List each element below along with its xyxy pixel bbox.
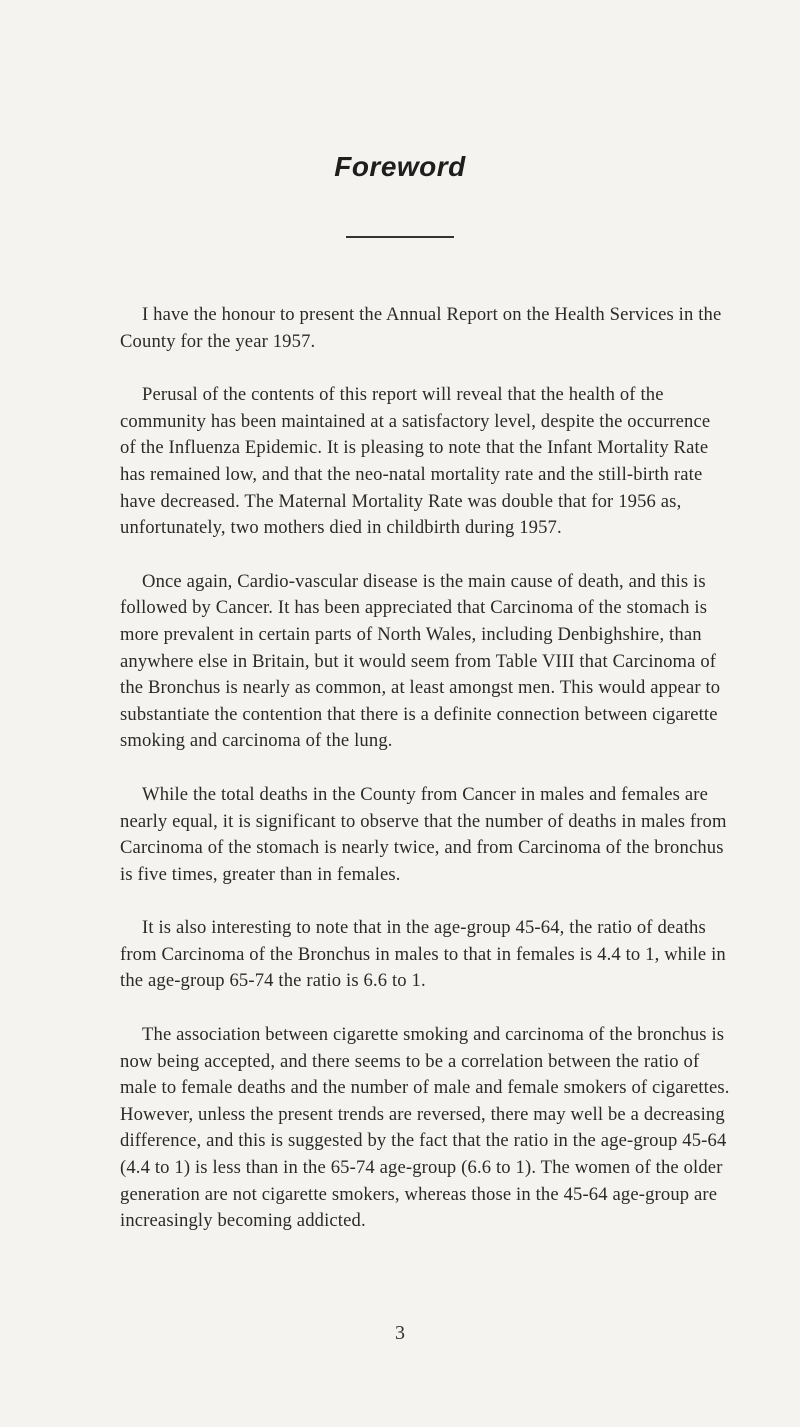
paragraph-1: I have the honour to present the Annual Report on the Health Services in the County for the year 1957.: [120, 304, 722, 352]
paragraph-2: Perusal of the contents of this report will reveal that the health of the community has been maintained at a satisfactory level, despite the occurrence of the Influenza Epidemic. It is pleasing to note that the Infant Mortality Rate has remained low, and that the neo-natal mortality rate and the still-birth rate have decreased. The Maternal Mortality Rate was double that for 1956 as, unfortunately, two mothers died in childbirth during 1957.: [120, 384, 711, 539]
foreword-body: [120, 302, 730, 1262]
title-underline: [346, 236, 454, 238]
page-number: 3: [395, 1322, 405, 1344]
paragraph-4: While the total deaths in the County from Cancer in males and females are nearly equal, it is significant to observe that the number of deaths in males from Carcinoma of the stomach is nearly twice, and from Carcinoma of the bronchus is five times, greater than in females.: [120, 783, 727, 885]
page-title: Foreword: [334, 151, 466, 182]
paragraph-3: Once again, Cardio-vascular disease is the main cause of death, and this is followed by Cancer. It has been appreciated that Carcinoma of the stomach is more prevalent in certain parts of North Wales, including Denbighshire, than anywhere else in Britain, but it would seem from Table VIII that Carcinoma of the Bronchus is nearly as common, at least amongst men. This would appear to substantiate the contention that there is a definite connection between cigarette smoking and carcinoma of the lung.: [120, 570, 721, 752]
paragraph-6: The association between cigarette smoking and carcinoma of the bronchus is now being accepted, and there seems to be a correlation between the ratio of male to female deaths and the number of male and female smokers of cigarettes. However, unless the present trends are reversed, there may well be a decreasing difference, and this is suggested by the fact that the ratio in the age-group 45-64 (4.4 to 1) is less than in the 65-74 age-group (6.6 to 1). The women of the older generation are not cigarette smokers, whereas those in the 45-64 age-group are increasingly becoming addicted.: [120, 1024, 730, 1232]
paragraph-5: It is also interesting to note that in the age-group 45-64, the ratio of deaths from Carcinoma of the Bronchus in males to that in females is 4.4 to 1, while in the age-group 65-74 the ratio is 6.6 to 1.: [120, 917, 726, 992]
